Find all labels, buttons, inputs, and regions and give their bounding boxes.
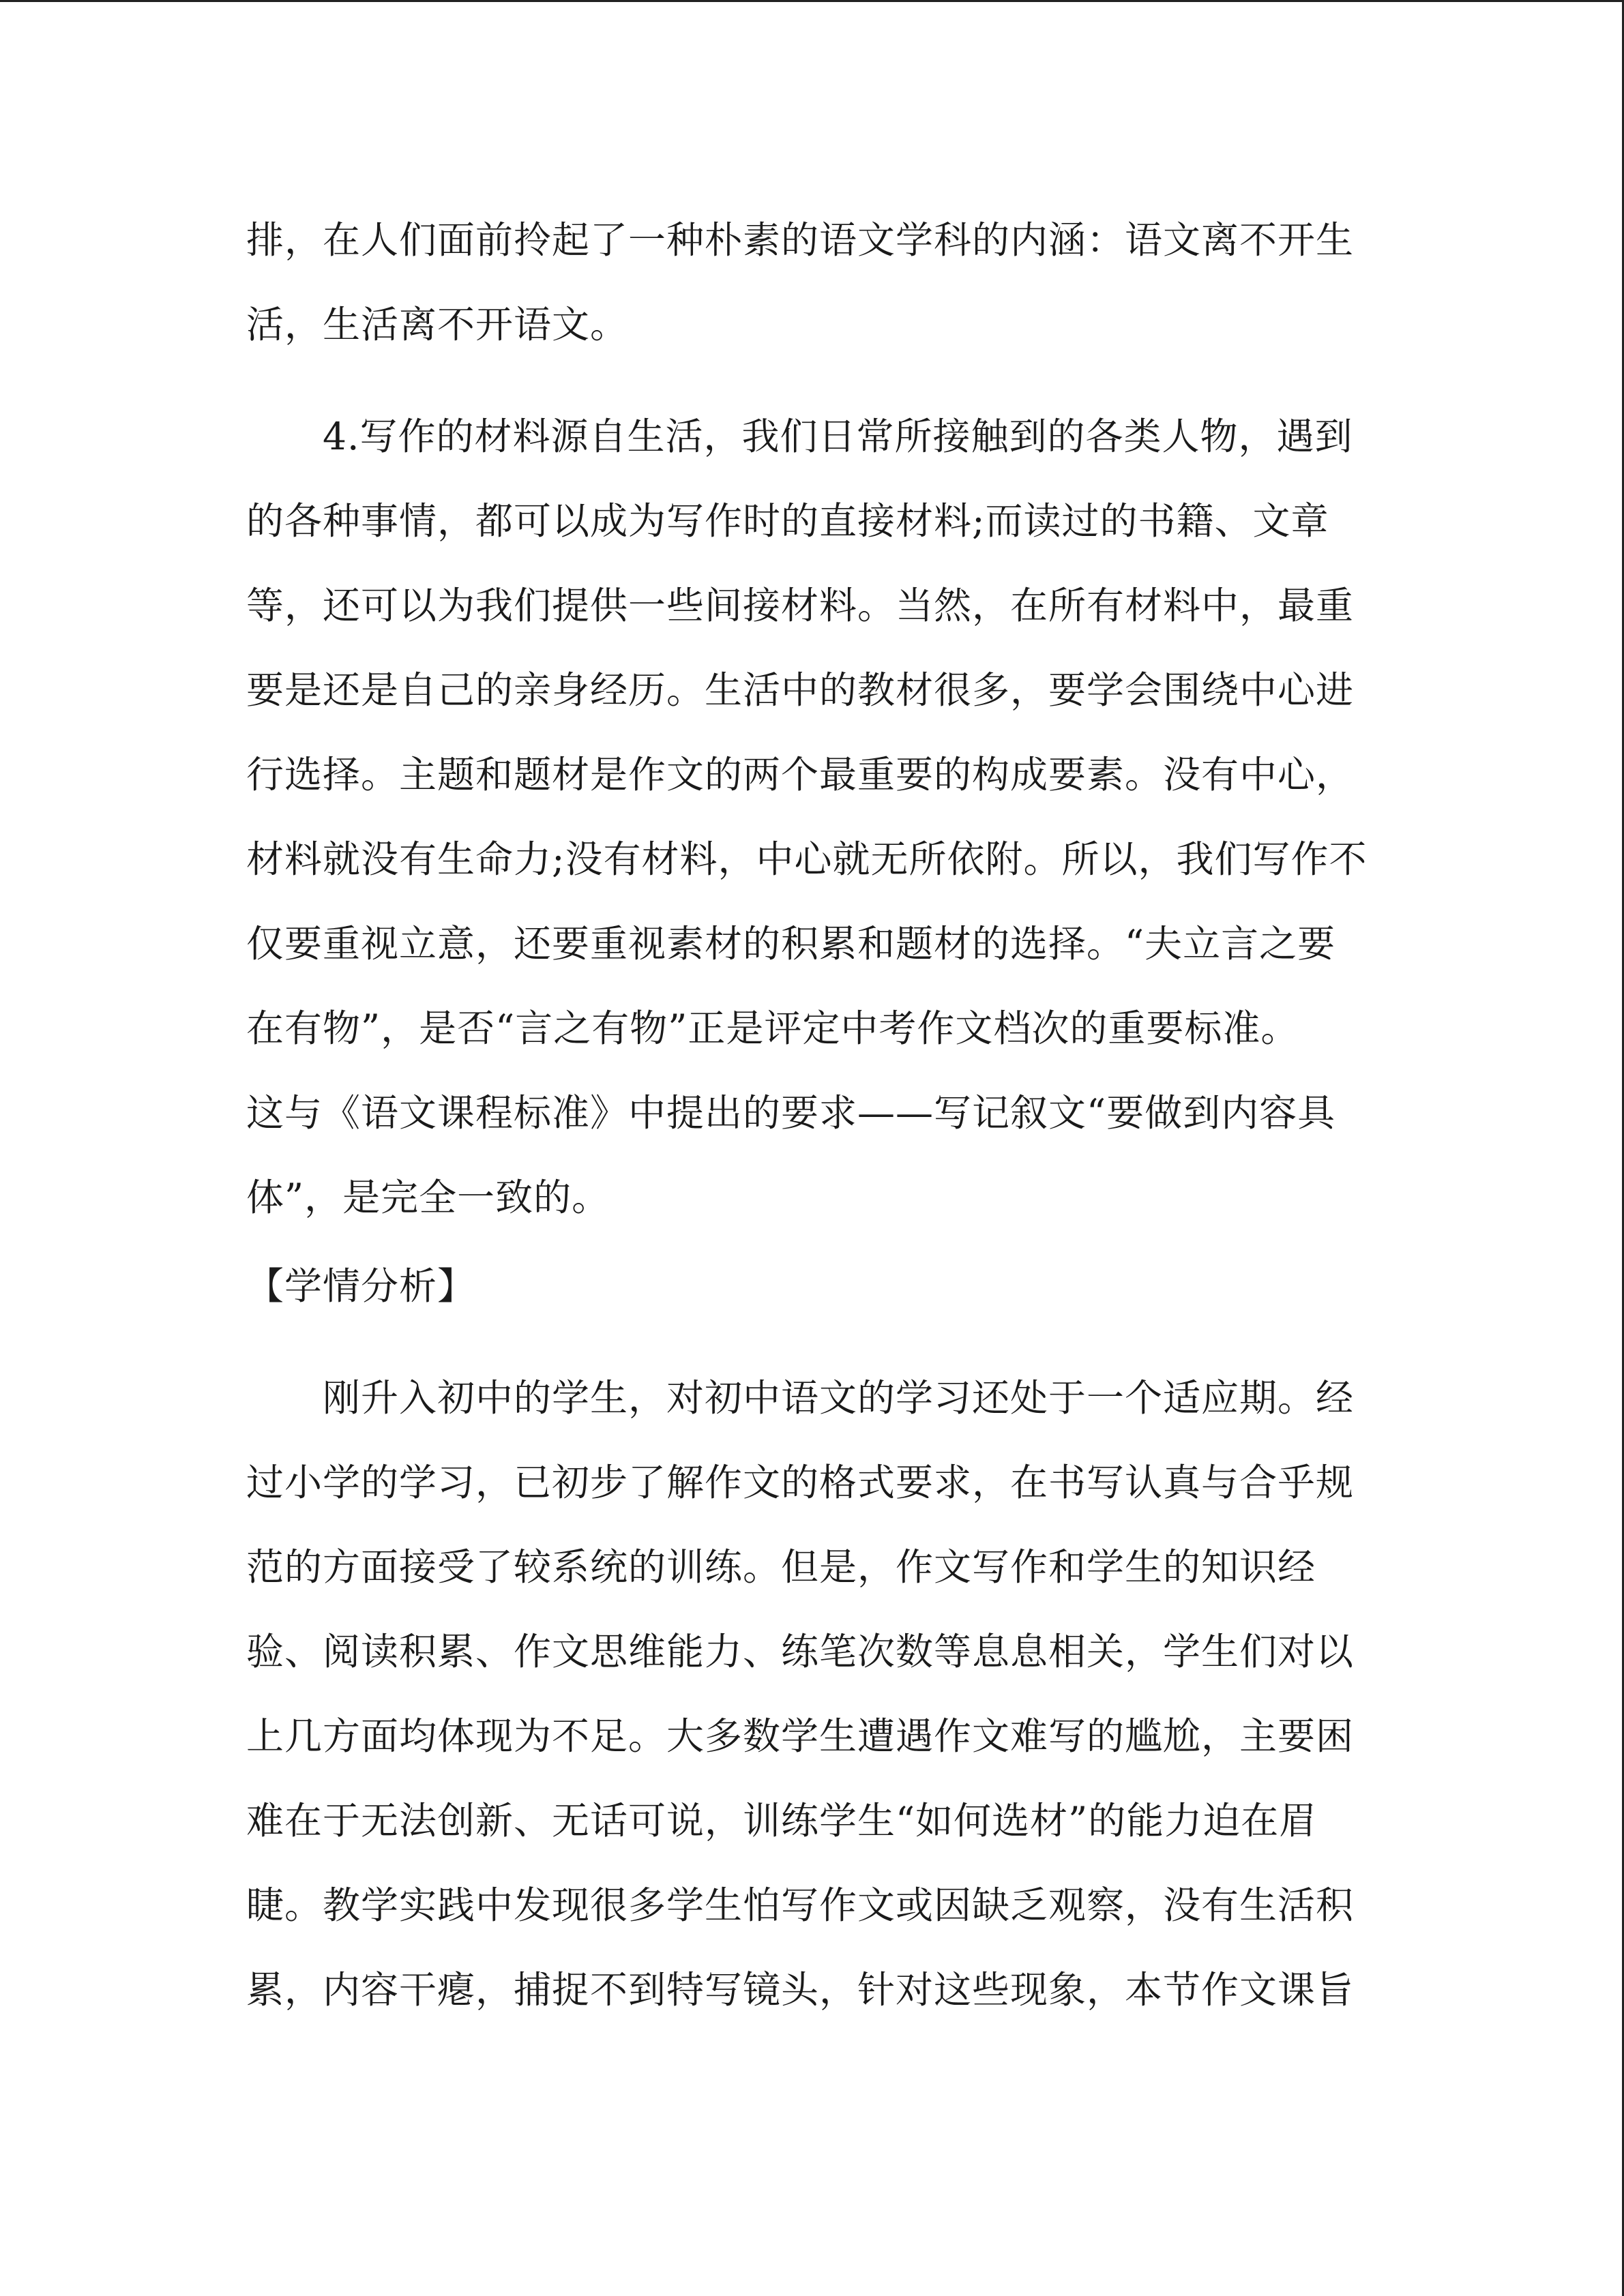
text-line: 活，生活离不开语文。 (246, 303, 629, 346)
text-line: 累，内容干瘪，捕捉不到特写镜头，针对这些现象，本节作文课旨 (246, 1968, 1355, 2012)
paragraph-spacer (246, 1328, 1365, 1356)
paragraph-1 (246, 198, 1365, 367)
text-line: 这与《语文课程标准》中提出的要求——写记叙文“要做到内容具 (246, 1091, 1336, 1135)
page-border-top (0, 0, 1624, 2)
text-line: 等，还可以为我们提供一些间接材料。当然，在所有材料中，最重 (246, 584, 1355, 627)
text-line: 难在于无法创新、无话可说，训练学生“如何选材”的能力迫在眉 (246, 1799, 1318, 1843)
text-line: 过小学的学习，已初步了解作文的格式要求，在书写认真与合乎规 (246, 1461, 1355, 1504)
text-line: 材料就没有生命力;没有材料，中心就无所依附。所以，我们写作不 (246, 837, 1368, 881)
paragraph-2 (246, 394, 1368, 1240)
text-line: 刚升入初中的学生，对初中语文的学习还处于一个适应期。经 (323, 1376, 1355, 1420)
text-line: 的各种事情，都可以成为写作时的直接材料;而读过的书籍、文章 (246, 499, 1329, 543)
text-line: 在有物”，是否“言之有物”正是评定中考作文档次的重要标准。 (246, 1007, 1299, 1050)
text-line: 睫。教学实践中发现很多学生怕写作文或因缺乏观察，没有生活积 (246, 1883, 1355, 1927)
text-line: 上几方面均体现为不足。大多数学生遭遇作文难写的尴尬，主要困 (246, 1714, 1355, 1758)
text-line: 4.写作的材料源自生活，我们日常所接触到的各类人物，遇到 (323, 415, 1353, 458)
section-heading-text: 【学情分析】 (246, 1264, 476, 1308)
text-line: 仅要重视立意，还要重视素材的积累和题材的选择。“夫立言之要 (246, 922, 1336, 966)
text-line: 要是还是自己的亲身经历。生活中的教材很多，要学会围绕中心进 (246, 668, 1355, 712)
paragraph-3 (246, 1356, 1365, 2032)
section-heading (246, 1244, 1365, 1328)
document-body (246, 198, 1368, 2032)
text-line: 行选择。主题和题材是作文的两个最重要的构成要素。没有中心， (246, 753, 1355, 796)
text-line: 范的方面接受了较系统的训练。但是，作文写作和学生的知识经 (246, 1545, 1316, 1589)
text-line: 验、阅读积累、作文思维能力、练笔次数等息息相关，学生们对以 (246, 1630, 1355, 1673)
paragraph-spacer (246, 367, 1365, 394)
text-line: 体”，是完全一致的。 (246, 1176, 610, 1219)
text-line: 排，在人们面前拎起了一种朴素的语文学科的内涵：语文离不开生 (246, 218, 1355, 262)
